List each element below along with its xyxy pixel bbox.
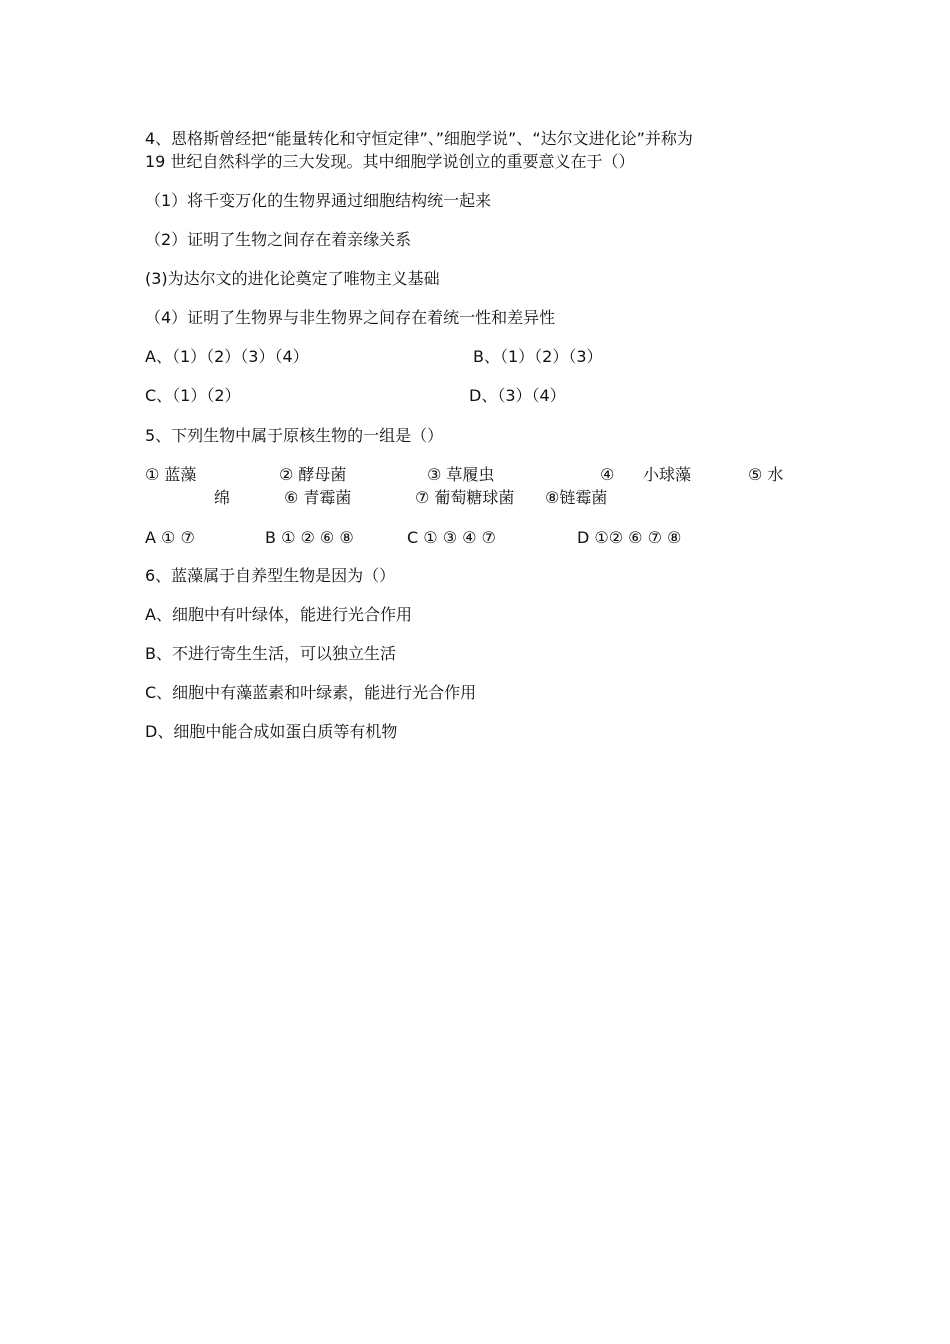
q4-choice-b: B、（1）（2）（3） <box>473 347 603 366</box>
q5-organism-3: ③ 草履虫 <box>427 465 495 484</box>
q4-statement-3: (3)为达尔文的进化论奠定了唯物主义基础 <box>145 269 440 288</box>
q5-stem: 5、下列生物中属于原核生物的一组是（） <box>145 426 444 445</box>
q5-choice-b: B ① ② ⑥ ⑧ <box>265 528 354 547</box>
q4-statement-2: （2）证明了生物之间存在着亲缘关系 <box>145 230 412 249</box>
q4-choice-d: D、（3）（4） <box>469 386 566 405</box>
q5-choice-d: D ①② ⑥ ⑦ ⑧ <box>577 528 682 547</box>
q6-choice-b: B、不进行寄生生活，可以独立生活 <box>145 644 396 663</box>
q6-choice-d: D、细胞中能合成如蛋白质等有机物 <box>145 722 398 741</box>
q4-stem-line1: 4、恩格斯曾经把“能量转化和守恒定律”、”细胞学说”、“达尔文进化论”并称为 <box>145 129 693 148</box>
q5-organism-6: ⑥ 青霉菌 <box>284 488 352 507</box>
q5-choice-c: C ① ③ ④ ⑦ <box>407 528 496 547</box>
q6-stem: 6、蓝藻属于自养型生物是因为（） <box>145 566 396 585</box>
q5-organism-4-marker: ④ <box>600 465 615 484</box>
q5-organism-8: ⑧链霉菌 <box>545 488 608 507</box>
q4-choice-a: A、（1）（2）（3）（4） <box>145 347 309 366</box>
q4-statement-4: （4）证明了生物界与非生物界之间存在着统一性和差异性 <box>145 308 556 327</box>
q6-choice-a: A、细胞中有叶绿体，能进行光合作用 <box>145 605 412 624</box>
q4-statement-1: （1）将千变万化的生物界通过细胞结构统一起来 <box>145 191 492 210</box>
q5-organism-5: ⑤ 水 <box>748 465 784 484</box>
q5-organism-4-name: 小球藻 <box>643 465 692 484</box>
q6-choice-c: C、细胞中有藻蓝素和叶绿素，能进行光合作用 <box>145 683 477 702</box>
q4-stem-line2: 19 世纪自然科学的三大发现。其中细胞学说创立的重要意义在于（） <box>145 152 635 171</box>
q5-organism-1: ① 蓝藻 <box>145 465 197 484</box>
q4-choice-c: C、（1）（2） <box>145 386 241 405</box>
q5-organism-7: ⑦ 葡萄糖球菌 <box>415 488 515 507</box>
q5-organism-2: ② 酵母菌 <box>279 465 347 484</box>
q5-choice-a: A ① ⑦ <box>145 528 195 547</box>
q5-organism-5-cont: 绵 <box>214 488 231 507</box>
